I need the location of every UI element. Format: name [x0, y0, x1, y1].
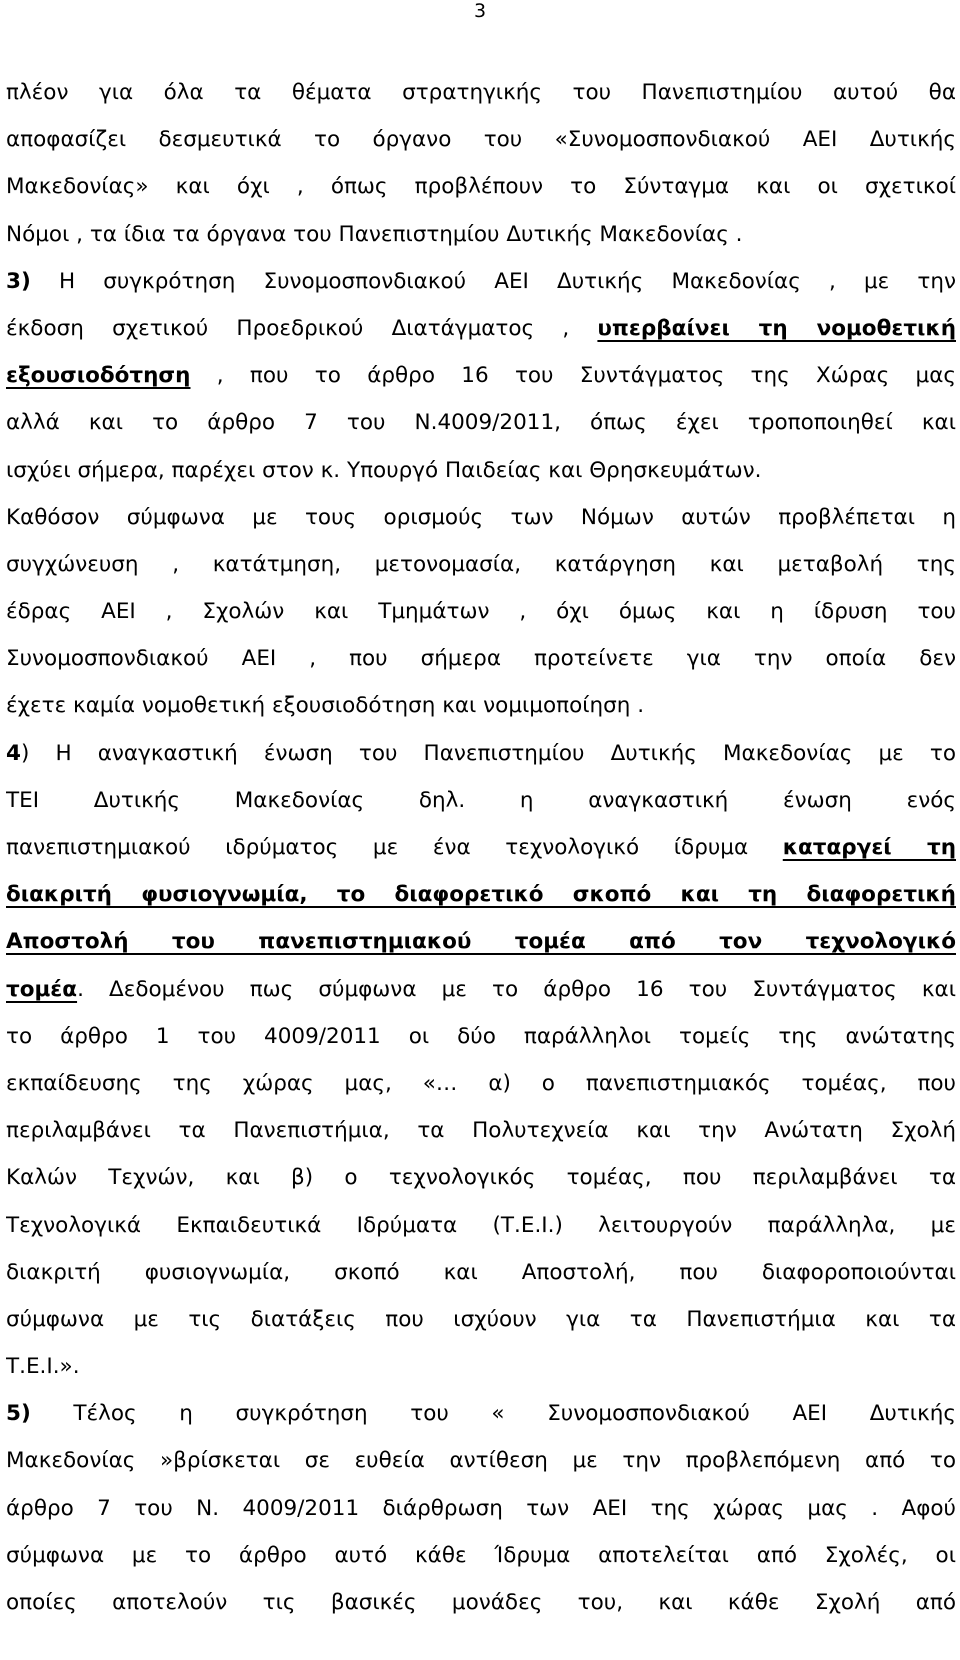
text-segment: εκπαίδευσης της χώρας μας, «… α) ο πανεπιστημιακός τομέας, που: [6, 1070, 956, 1096]
item-number: 4: [6, 740, 21, 766]
text-line: [6, 1296, 956, 1343]
text-segment: περιλαμβάνει τα Πανεπιστήμια, τα Πολυτεχνεία και την Ανώτατη Σχολή: [6, 1118, 956, 1144]
text-segment: ισχύει σήμερα, παρέχει στον κ. Υπουργό Παιδείας και Θρησκευμάτων.: [6, 457, 762, 483]
text-segment: σύμφωνα με το άρθρο αυτό κάθε Ίδρυμα αποτελείται από Σχολές, οι: [6, 1542, 956, 1568]
text-segment: σύμφωνα με τις διατάξεις που ισχύουν για τα Πανεπιστήμια και τα: [6, 1306, 956, 1332]
text-line: [6, 211, 956, 258]
text-line: [6, 69, 956, 116]
text-segment: Μακεδονίας» και όχι , όπως προβλέπουν το Σύνταγμα και οι σχετικοί: [6, 174, 956, 200]
text-line: [6, 871, 956, 918]
text-segment: άρθρο 7 του Ν. 4009/2011 διάρθρωση των ΑΕΙ της χώρας μας . Αφού: [6, 1495, 956, 1521]
text-line: [6, 777, 956, 824]
text-line: [6, 1579, 956, 1626]
text-segment: το άρθρο 1 του 4009/2011 οι δύο παράλληλοι τομείς της ανώτατης: [6, 1023, 956, 1049]
text-line: [6, 494, 956, 541]
text-line: [6, 399, 956, 446]
text-segment: έκδοση σχετικού Προεδρικού Διατάγματος ,: [6, 315, 598, 341]
emphasized-text: Αποστολή του πανεπιστημιακού τομέα από τον τεχνολογικό: [6, 929, 956, 955]
text-segment: . Δεδομένου πως σύμφωνα με το άρθρο 16 του Συντάγματος και: [77, 976, 956, 1002]
text-segment: ) Η αναγκαστική ένωση του Πανεπιστημίου Δυτικής Μακεδονίας με το: [20, 740, 956, 766]
emphasized-text: εξουσιοδότηση: [6, 363, 191, 389]
text-line: [6, 1202, 956, 1249]
text-line: [6, 1343, 956, 1390]
text-line: [6, 730, 956, 777]
item-number: 3): [6, 268, 31, 294]
text-segment: έχετε καμία νομοθετική εξουσιοδότηση και νομιμοποίηση .: [6, 693, 645, 719]
text-line: [6, 1154, 956, 1201]
text-line: [6, 918, 956, 965]
text-line: [6, 1013, 956, 1060]
text-line: [6, 352, 956, 399]
text-line: [6, 163, 956, 210]
text-line: [6, 1060, 956, 1107]
text-segment: Καθόσον σύμφωνα με τους ορισμούς των Νόμων αυτών προβλέπεται η: [6, 504, 956, 530]
text-segment: ΤΕΙ Δυτικής Μακεδονίας δηλ. η αναγκαστική ένωση ενός: [6, 787, 956, 813]
text-line: [6, 1532, 956, 1579]
emphasized-text: υπερβαίνει τη νομοθετική: [597, 315, 956, 341]
text-segment: Καλών Τεχνών, και β) ο τεχνολογικός τομέας, που περιλαμβάνει τα: [6, 1165, 956, 1191]
text-segment: αλλά και το άρθρο 7 του Ν.4009/2011, όπως έχει τροποποιηθεί και: [6, 410, 956, 436]
text-segment: Νόμοι , τα ίδια τα όργανα του Πανεπιστημίου Δυτικής Μακεδονίας .: [6, 221, 743, 247]
text-line: [6, 1437, 956, 1484]
text-line: [6, 258, 956, 305]
text-segment: Μακεδονίας »βρίσκεται σε ευθεία αντίθεση με την προβλεπόμενη από το: [6, 1448, 956, 1474]
text-line: [6, 1390, 956, 1437]
text-segment: πλέον για όλα τα θέματα στρατηγικής του Πανεπιστημίου αυτού θα: [6, 80, 956, 105]
text-segment: οποίες αποτελούν τις βασικές μονάδες του, και κάθε Σχολή από: [6, 1590, 956, 1615]
text-line: [6, 1485, 956, 1532]
text-line: [6, 1249, 956, 1296]
emphasized-text: τομέα: [6, 976, 78, 1002]
text-line: [6, 682, 956, 729]
text-segment: πανεπιστημιακού ιδρύματος με ένα τεχνολογικό ίδρυμα: [6, 835, 783, 860]
text-line: [6, 1107, 956, 1154]
text-line: [6, 541, 956, 588]
document-body: [6, 69, 956, 1626]
text-line: [6, 824, 956, 871]
text-segment: Τεχνολογικά Εκπαιδευτικά Ιδρύματα (Τ.Ε.Ι.) λειτουργούν παράλληλα, με: [6, 1212, 956, 1238]
text-segment: Η συγκρότηση Συνομοσπονδιακού ΑΕΙ Δυτικής Μακεδονίας , με την: [30, 268, 956, 294]
text-line: [6, 635, 956, 682]
emphasized-text: καταργεί τη: [782, 835, 956, 860]
emphasized-text: διακριτή φυσιογνωμία, το διαφορετικό σκοπό και τη διαφορετική: [6, 882, 956, 908]
text-segment: αποφασίζει δεσμευτικά το όργανο του «Συνομοσπονδιακού ΑΕΙ Δυτικής: [6, 127, 956, 153]
text-segment: συγχώνευση , κατάτμηση, μετονομασία, κατάργηση και μεταβολή της: [6, 551, 956, 577]
text-line: [6, 447, 956, 494]
text-segment: Τέλος η συγκρότηση του « Συνομοσπονδιακού ΑΕΙ Δυτικής: [30, 1401, 956, 1427]
text-segment: , που το άρθρο 16 του Συντάγματος της Χώρας μας: [190, 363, 956, 389]
text-line: [6, 116, 956, 163]
page-number: 3: [473, 0, 487, 22]
text-segment: Συνομοσπονδιακού ΑΕΙ , που σήμερα προτείνετε για την οποία δεν: [6, 646, 956, 672]
text-segment: έδρας ΑΕΙ , Σχολών και Τμημάτων , όχι όμως και η ίδρυση του: [6, 599, 956, 625]
text-segment: Τ.Ε.Ι.».: [6, 1354, 80, 1380]
text-segment: διακριτή φυσιογνωμία, σκοπό και Αποστολή, που διαφοροποιούνται: [6, 1259, 956, 1285]
item-number: 5): [6, 1401, 31, 1427]
text-line: [6, 588, 956, 635]
text-line: [6, 966, 956, 1013]
text-line: [6, 305, 956, 352]
